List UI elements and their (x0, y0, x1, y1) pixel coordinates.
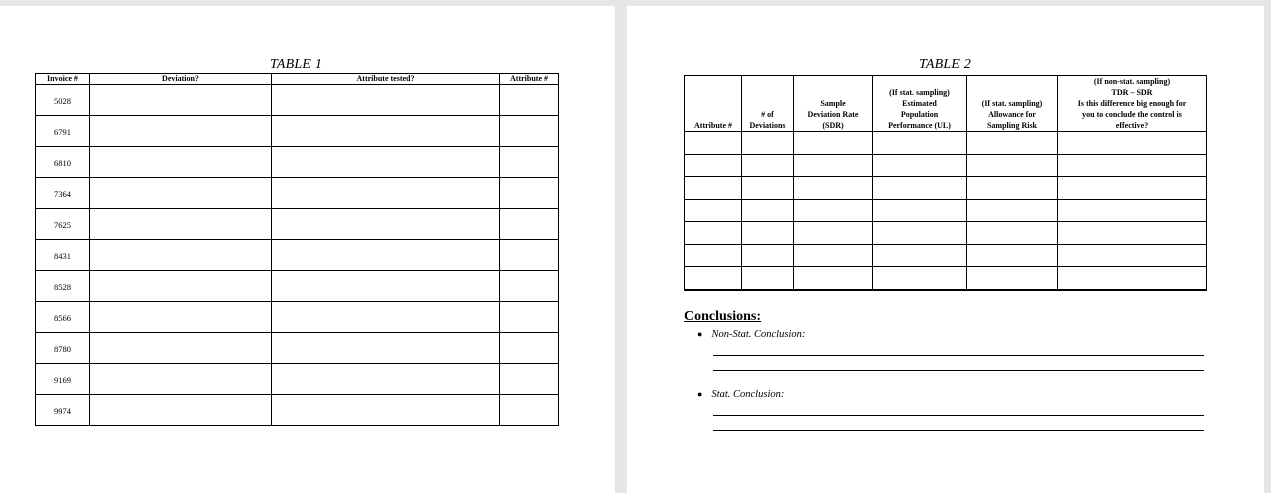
table-2-cell[interactable] (742, 199, 794, 222)
table-2-cell[interactable] (742, 154, 794, 177)
deviation-cell[interactable] (90, 178, 272, 209)
table-2-cell[interactable] (794, 267, 873, 290)
non-stat-answer-line-1[interactable] (713, 355, 1204, 356)
attribute-number-cell[interactable] (500, 240, 559, 271)
table-2-cell[interactable] (873, 244, 967, 267)
table-2-cell[interactable] (794, 222, 873, 245)
table-2-cell[interactable] (873, 199, 967, 222)
attribute-number-cell[interactable] (500, 116, 559, 147)
table-row (36, 395, 559, 426)
attribute-tested-cell[interactable] (272, 147, 500, 178)
table-2-cell[interactable] (1058, 244, 1207, 267)
deviation-cell[interactable] (90, 395, 272, 426)
stat-answer-line-2[interactable] (713, 430, 1204, 431)
deviation-cell[interactable] (90, 364, 272, 395)
attribute-tested-cell[interactable] (272, 85, 500, 116)
table-row (36, 240, 559, 271)
non-stat-answer-line-2[interactable] (713, 370, 1204, 371)
table-2-cell[interactable] (967, 222, 1058, 245)
table-2-cell[interactable] (685, 199, 742, 222)
table-1-body (36, 85, 559, 426)
table-row (685, 267, 1207, 290)
header-ul: (If stat. sampling) Estimated Population Performance (UL) (873, 76, 967, 132)
attribute-tested-cell[interactable] (272, 302, 500, 333)
table-2-cell[interactable] (742, 222, 794, 245)
attribute-number-cell[interactable] (500, 271, 559, 302)
table-2-cell[interactable] (967, 177, 1058, 200)
table-2-cell[interactable] (873, 154, 967, 177)
invoice-number-cell: 9974 (36, 395, 90, 426)
attribute-tested-cell[interactable] (272, 271, 500, 302)
table-2-cell[interactable] (1058, 267, 1207, 290)
table-2-cell[interactable] (967, 244, 1058, 267)
invoice-number-cell: 7625 (36, 209, 90, 240)
table-2-cell[interactable] (685, 222, 742, 245)
table-1-header-row (36, 74, 559, 85)
table-2-cell[interactable] (873, 132, 967, 155)
table-row (36, 85, 559, 116)
header-attribute-tested: Attribute tested? (272, 74, 500, 85)
bullet-icon: ● (697, 389, 703, 399)
attribute-tested-cell[interactable] (272, 116, 500, 147)
deviation-cell[interactable] (90, 333, 272, 364)
table-row (36, 209, 559, 240)
table-2-cell[interactable] (742, 132, 794, 155)
table-2-cell[interactable] (1058, 154, 1207, 177)
attribute-number-cell[interactable] (500, 85, 559, 116)
stat-conclusion-label: Stat. Conclusion: (711, 389, 785, 400)
table-2-cell[interactable] (794, 177, 873, 200)
invoice-number-cell: 5028 (36, 85, 90, 116)
table-2-cell[interactable] (742, 177, 794, 200)
table-row (36, 302, 559, 333)
attribute-number-cell[interactable] (500, 302, 559, 333)
invoice-number-cell: 8528 (36, 271, 90, 302)
table-2-cell[interactable] (794, 132, 873, 155)
table-2-cell[interactable] (873, 222, 967, 245)
table-row (685, 132, 1207, 155)
invoice-number-cell: 6810 (36, 147, 90, 178)
deviation-cell[interactable] (90, 85, 272, 116)
non-stat-conclusion-label: Non-Stat. Conclusion: (711, 329, 806, 340)
attribute-number-cell[interactable] (500, 333, 559, 364)
table-row (685, 177, 1207, 200)
header-attribute-number: Attribute # (685, 76, 742, 132)
non-stat-conclusion-item (697, 329, 805, 340)
table-row (36, 271, 559, 302)
table-2-cell[interactable] (1058, 177, 1207, 200)
table-2-cell[interactable] (742, 244, 794, 267)
table-2-cell[interactable] (794, 199, 873, 222)
attribute-tested-cell[interactable] (272, 240, 500, 271)
table-2-cell[interactable] (1058, 199, 1207, 222)
table-2 (684, 75, 1207, 291)
table-2-cell[interactable] (742, 267, 794, 290)
table-row (685, 244, 1207, 267)
table-2-cell[interactable] (967, 154, 1058, 177)
deviation-cell[interactable] (90, 116, 272, 147)
table-1 (35, 73, 559, 426)
table-2-cell[interactable] (967, 132, 1058, 155)
table-2-header-row (685, 76, 1207, 132)
table-2-cell[interactable] (967, 267, 1058, 290)
attribute-tested-cell[interactable] (272, 178, 500, 209)
deviation-cell[interactable] (90, 240, 272, 271)
header-sampling-risk: (If stat. sampling) Allowance for Sampling Risk (967, 76, 1058, 132)
invoice-number-cell: 8431 (36, 240, 90, 271)
invoice-number-cell: 6791 (36, 116, 90, 147)
table-row (685, 199, 1207, 222)
table-2-cell[interactable] (685, 132, 742, 155)
header-tdr-sdr: (If non-stat. sampling) TDR – SDR Is this difference big enough for you to conclude the control is effective? (1058, 76, 1207, 132)
attribute-tested-cell[interactable] (272, 333, 500, 364)
invoice-number-cell: 9169 (36, 364, 90, 395)
invoice-number-cell: 8566 (36, 302, 90, 333)
table-row (36, 178, 559, 209)
stat-conclusion-item (697, 389, 784, 400)
header-sdr: Sample Deviation Rate (SDR) (794, 76, 873, 132)
deviation-cell[interactable] (90, 209, 272, 240)
header-invoice: Invoice # (36, 74, 90, 85)
table-row (685, 222, 1207, 245)
conclusions-heading: Conclusions: (684, 309, 762, 324)
table-row (36, 364, 559, 395)
deviation-cell[interactable] (90, 302, 272, 333)
attribute-tested-cell[interactable] (272, 395, 500, 426)
table-2-cell[interactable] (794, 244, 873, 267)
attribute-number-cell[interactable] (500, 178, 559, 209)
deviation-cell[interactable] (90, 271, 272, 302)
table-2-cell[interactable] (685, 177, 742, 200)
table-2-cell[interactable] (967, 199, 1058, 222)
table-1-title: TABLE 1 (269, 57, 323, 72)
attribute-tested-cell[interactable] (272, 209, 500, 240)
attribute-number-cell[interactable] (500, 395, 559, 426)
header-num-deviations: # of Deviations (742, 76, 794, 132)
attribute-number-cell[interactable] (500, 147, 559, 178)
table-2-cell[interactable] (685, 267, 742, 290)
header-attribute-number: Attribute # (500, 74, 559, 85)
table-2-cell[interactable] (794, 154, 873, 177)
table-2-cell[interactable] (873, 177, 967, 200)
table-2-cell[interactable] (873, 267, 967, 290)
table-2-title: TABLE 2 (918, 57, 972, 72)
table-row (36, 147, 559, 178)
stat-answer-line-1[interactable] (713, 415, 1204, 416)
attribute-tested-cell[interactable] (272, 364, 500, 395)
attribute-number-cell[interactable] (500, 364, 559, 395)
table-2-cell[interactable] (1058, 222, 1207, 245)
table-row (685, 154, 1207, 177)
bullet-icon: ● (697, 329, 703, 339)
table-2-cell[interactable] (685, 154, 742, 177)
table-2-cell[interactable] (685, 244, 742, 267)
table-row (36, 333, 559, 364)
deviation-cell[interactable] (90, 147, 272, 178)
attribute-number-cell[interactable] (500, 209, 559, 240)
invoice-number-cell: 8780 (36, 333, 90, 364)
table-2-cell[interactable] (1058, 132, 1207, 155)
header-deviation: Deviation? (90, 74, 272, 85)
invoice-number-cell: 7364 (36, 178, 90, 209)
table-row (36, 116, 559, 147)
table-2-body (685, 132, 1207, 290)
